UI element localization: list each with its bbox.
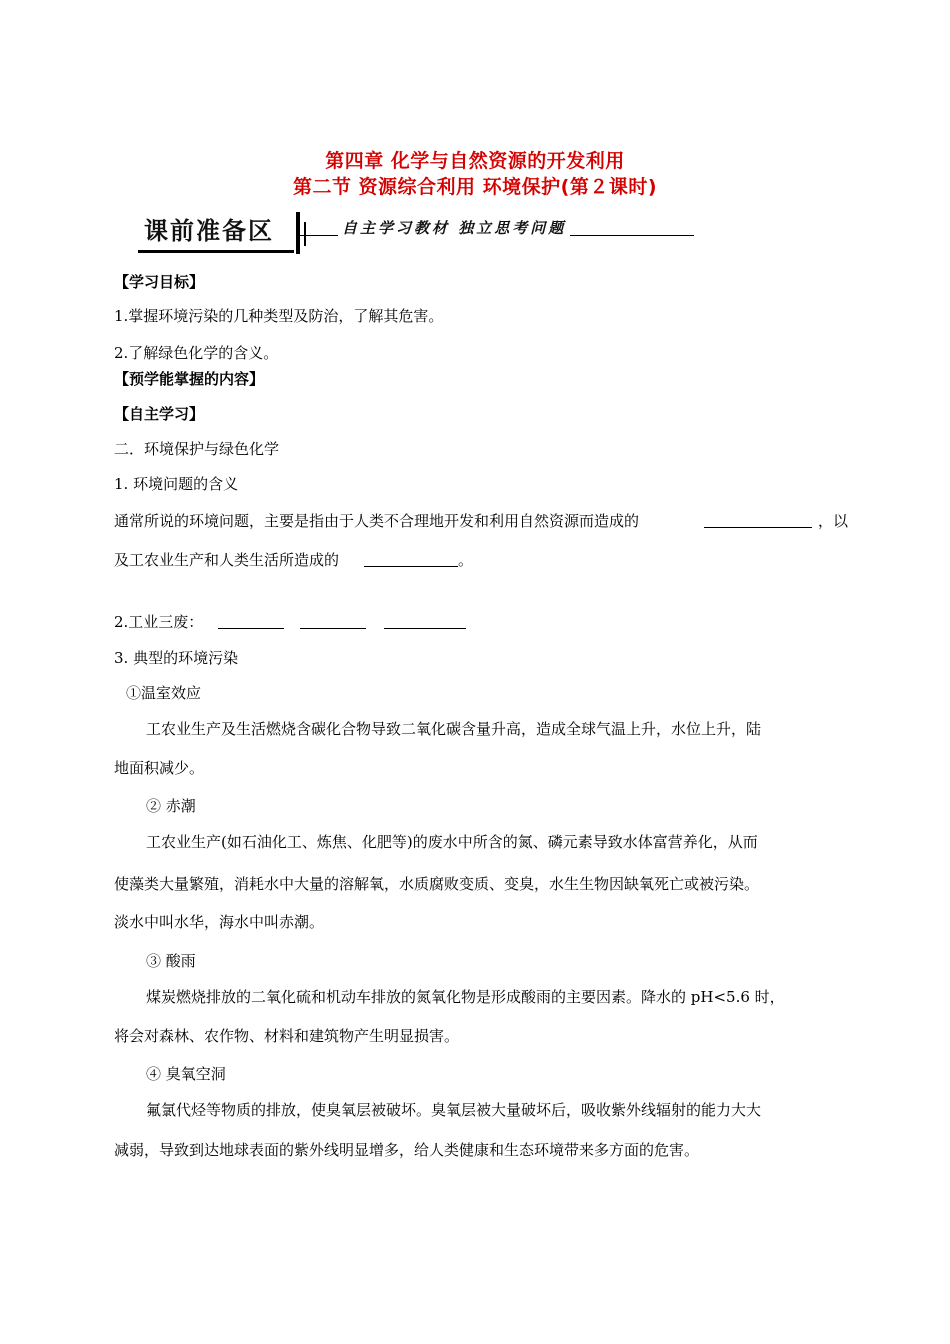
q1-line1 bbox=[114, 511, 639, 531]
acid-rain-text-2: 将会对森林、农作物、材料和建筑物产生明显损害。 bbox=[114, 1027, 460, 1045]
greenhouse-text-1: 工农业生产及生活燃烧含碳化合物导致二氧化碳含量升高，造成全球气温上升，水位上升，陆 bbox=[146, 720, 762, 738]
q1-line1-text: 通常所说的环境问题，主要是指由于人类不合理地开发和利用自然资源而造成的 bbox=[114, 512, 640, 530]
ozone-title: ④ 臭氧空洞 bbox=[146, 1065, 226, 1083]
q1-line1-tail: ，以 bbox=[818, 512, 849, 530]
q1-blank-1[interactable] bbox=[704, 511, 812, 528]
banner-divider-thin bbox=[304, 222, 306, 246]
acid-rain-title: ③ 酸雨 bbox=[146, 952, 196, 970]
objective-item-2: 2.了解绿色化学的含义。 bbox=[114, 344, 279, 362]
ozone-text-1: 氟氯代烃等物质的排放，使臭氧层被破坏。臭氧层被大量破坏后，吸收紫外线辐射的能力大大 bbox=[146, 1101, 762, 1119]
q1-blank-2[interactable] bbox=[364, 550, 458, 567]
red-tide-title: ② 赤潮 bbox=[146, 797, 196, 815]
banner-divider bbox=[296, 212, 300, 254]
q1-line2-text: 及工农业生产和人类生活所造成的 bbox=[114, 551, 340, 569]
red-tide-text-3: 淡水中叫水华，海水中叫赤潮。 bbox=[114, 913, 325, 931]
q1-line2-tail: 。 bbox=[458, 551, 474, 569]
chapter-title: 第四章 化学与自然资源的开发利用 bbox=[325, 150, 625, 172]
objectives-heading: 【学习目标】 bbox=[114, 273, 205, 291]
red-tide-text-1: 工农业生产(如石油化工、炼焦、化肥等)的废水中所含的氮、磷元素导致水体富营养化，从而 bbox=[146, 833, 758, 851]
section-title: 第二节 资源综合利用 环境保护(第２课时) bbox=[292, 176, 658, 198]
preview-heading: 【预学能掌握的内容】 bbox=[114, 370, 265, 388]
acid-rain-text-1: 煤炭燃烧排放的二氧化硫和机动车排放的氮氧化物是形成酸雨的主要因素。降水的 pH<5.6 时， bbox=[146, 988, 785, 1006]
greenhouse-text-2: 地面积减少。 bbox=[114, 759, 205, 777]
q2-label: 2.工业三废： bbox=[114, 613, 204, 631]
q3-heading: 3. 典型的环境污染 bbox=[114, 649, 239, 667]
banner-label: 课前准备区 bbox=[144, 217, 274, 245]
banner-underline bbox=[138, 250, 294, 253]
q2-blank-2[interactable] bbox=[300, 612, 366, 629]
objective-item-1: 1.掌握环境污染的几种类型及防治，了解其危害。 bbox=[114, 307, 444, 325]
q1-line2 bbox=[114, 550, 339, 570]
q2-blank-3[interactable] bbox=[384, 612, 466, 629]
banner-motto: 自主学习教材 独立思考问题 bbox=[338, 217, 570, 238]
greenhouse-title: ①温室效应 bbox=[126, 684, 202, 702]
q2-blank-1[interactable] bbox=[218, 612, 284, 629]
q1-heading: 1. 环境问题的含义 bbox=[114, 475, 239, 493]
ozone-text-2: 减弱，导致到达地球表面的紫外线明显增多，给人类健康和生态环境带来多方面的危害。 bbox=[114, 1141, 700, 1159]
red-tide-text-2: 使藻类大量繁殖，消耗水中大量的溶解氧，水质腐败变质、变臭，水生生物因缺氧死亡或被污染。 bbox=[114, 875, 760, 893]
section-two-heading: 二．环境保护与绿色化学 bbox=[114, 440, 280, 458]
self-study-heading: 【自主学习】 bbox=[114, 405, 205, 423]
preparation-banner bbox=[138, 212, 694, 254]
